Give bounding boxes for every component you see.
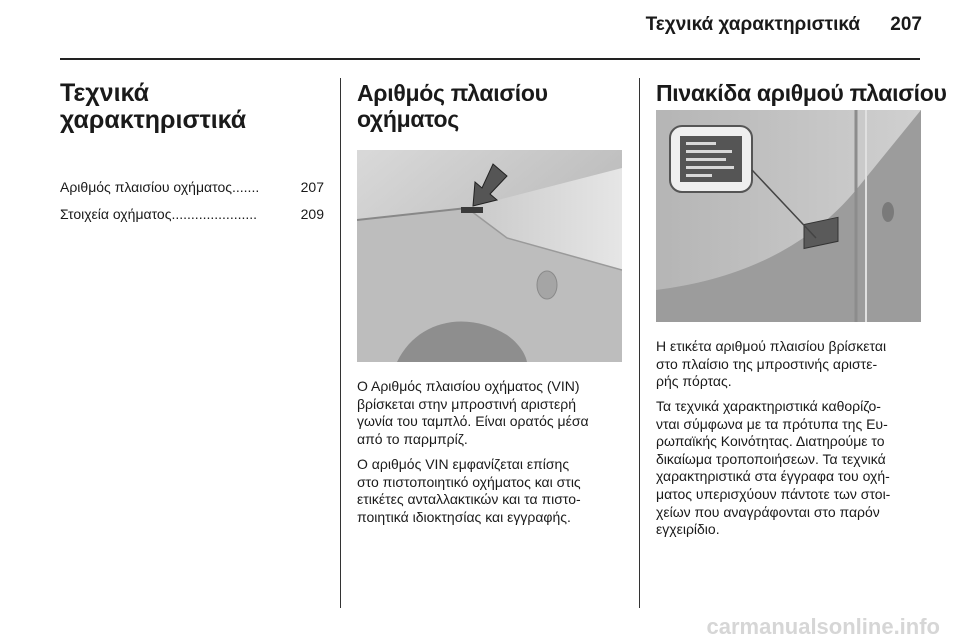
toc-entry-page: 209 [300, 206, 324, 222]
text-line: εγχειρίδιο. [656, 521, 720, 538]
column-divider-right [639, 78, 640, 608]
text-line: ματος υπερισχύουν πάντοτε των στοι- [656, 485, 891, 502]
table-of-contents [60, 178, 324, 232]
toc-entry-label: Αριθμός πλαισίου οχήματος [60, 179, 232, 195]
toc-entry[interactable] [60, 205, 324, 232]
text-line: χείων που αναγράφονται στο παρόν [656, 503, 880, 520]
vin-paragraph-documents [357, 456, 627, 526]
plate-paragraph-location [656, 338, 926, 391]
text-line: από το παρμπρίζ. [357, 430, 468, 447]
chapter-heading-line1: Τεχνικά [60, 79, 150, 107]
page-number: 207 [890, 14, 922, 35]
text-line: ρωπαϊκής Κοινότητας. Διατηρούμε το [656, 433, 885, 450]
section-heading-vin-line1: Αριθμός πλαισίου [357, 80, 548, 106]
header-divider [60, 58, 920, 60]
text-line: Ο Αριθμός πλαισίου οχήματος (VIN) [357, 378, 580, 394]
text-line: στο πλαίσιο της μπροστινής αριστε- [656, 355, 878, 372]
fuel-cap-shape [537, 271, 557, 299]
text-line: νται σύμφωνα με τα πρότυπα της Ευ- [656, 415, 888, 432]
text-line: ετικέτες ανταλλακτικών και τα πιστο- [357, 491, 581, 508]
vin-plate-mark [461, 207, 483, 213]
watermark-text: carmanualsonline.info [706, 614, 940, 639]
running-header-title: Τεχνικά χαρακτηριστικά [645, 14, 860, 35]
chapter-heading-line2: χαρακτηριστικά [60, 106, 247, 134]
text-line: στο πιστοποιητικό οχήματος και στις [357, 473, 581, 490]
toc-entry-leader: ....... [232, 179, 260, 195]
text-line: βρίσκεται στην μπροστινή αριστερή [357, 395, 577, 412]
section-heading-vin-line2: οχήματος [357, 106, 459, 132]
column-divider-left [340, 78, 341, 608]
text-line: Ο αριθμός VIN εμφανίζεται επίσης [357, 456, 570, 472]
door-latch-shape [882, 202, 894, 222]
toc-entry-leader: ...................... [171, 206, 258, 222]
toc-entry[interactable] [60, 178, 324, 205]
toc-entry-label: Στοιχεία οχήματος [60, 206, 172, 222]
text-line: Τα τεχνικά χαρακτηριστικά καθορίζο- [656, 398, 881, 414]
text-line: Η ετικέτα αριθμού πλαισίου βρίσκεται [656, 338, 887, 354]
section-heading-plate: Πινακίδα αριθμού πλαισίου [656, 80, 947, 106]
section-heading-vin [357, 80, 548, 132]
vin-label-door-illustration [656, 110, 921, 322]
text-line: δικαίωμα τροποποιήσεων. Τα τεχνικά [656, 450, 886, 467]
plate-paragraph-specs [656, 398, 926, 539]
text-line: γωνία του ταμπλό. Είναι ορατός μέσα [357, 413, 589, 430]
text-line: ποιητικά ιδιοκτησίας και εγγραφής. [357, 508, 571, 525]
toc-entry-page: 207 [300, 179, 324, 195]
vin-windshield-illustration [357, 150, 622, 362]
vin-paragraph-location [357, 378, 627, 448]
text-line: χαρακτηριστικά στα έγγραφα του οχή- [656, 468, 890, 485]
text-line: ρής πόρτας. [656, 373, 732, 390]
chapter-heading [60, 80, 246, 134]
